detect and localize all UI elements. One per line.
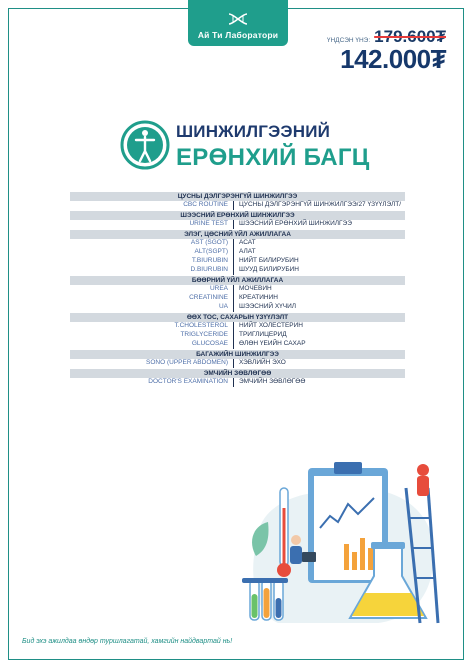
section-header: ЭЛЭГ, ЦӨСНИЙ ҮЙЛ АЖИЛЛАГАА [70, 230, 405, 239]
test-row [70, 239, 405, 248]
test-row [70, 340, 405, 349]
test-code: T.BIURUBIN [70, 257, 234, 266]
section-header: ӨӨХ ТОС, САХАРЫН ҮЗҮҮЛЭЛТ [70, 313, 405, 322]
test-row [70, 257, 405, 266]
test-code: T.CHOLESTEROL [70, 322, 234, 331]
test-name: НИЙТ БИЛИРУБИН [239, 257, 299, 265]
dna-helix-icon [228, 12, 248, 26]
test-code: AST (SGOT) [70, 239, 234, 248]
test-name: ЦУСНЫ ДЭЛГЭРЭНГҮЙ ШИНЖИЛГЭЭ/27 ҮЗҮҮЛЭЛТ/ [239, 201, 402, 209]
test-code: ALT(SGPT) [70, 248, 234, 257]
test-name: ШЭЭСНИЙ ЕРӨНХИЙ ШИНЖИЛГЭЭ [239, 220, 352, 228]
test-name: ЭМЧИЙН ЗӨВЛӨГӨӨ [239, 377, 306, 385]
brand-badge [188, 0, 288, 46]
test-row [70, 378, 405, 387]
test-row [70, 322, 405, 331]
test-name: МОЧЕВИН [239, 285, 272, 293]
test-code: GLUCOSAE [70, 340, 234, 349]
test-row [70, 285, 405, 294]
section-header: БӨӨРНИЙ ҮЙЛ АЖИЛЛАГАА [70, 276, 405, 285]
test-name: ӨЛӨН ҮЕИЙН САХАР [239, 339, 306, 347]
laboratory-illustration [238, 448, 443, 633]
title-line-2: ЕРӨНХИЙ БАГЦ [176, 144, 370, 171]
test-row [70, 266, 405, 275]
test-name: ТРИГЛИЦЕРИД [239, 330, 287, 338]
test-row [70, 201, 405, 210]
test-name: НИЙТ ХОЛЕСТЕРИН [239, 321, 304, 329]
footer-slogan: Бид эхэ ажилдаа өндөр туршлагатай, хамгийн найдвартай нь! [22, 638, 233, 645]
test-code: D.BIURUBIN [70, 266, 234, 275]
human-body-icon [120, 120, 170, 170]
old-price-label: ҮНДСЭН ҮНЭ: [326, 37, 371, 44]
test-code: UA [70, 303, 234, 312]
test-row [70, 359, 405, 368]
old-price: 179.600₮ [374, 27, 446, 46]
test-code: URINE TEST [70, 220, 234, 229]
price-block [327, 27, 446, 75]
new-price: 142.000₮ [340, 44, 446, 74]
section-header: БАГАЖИЙН ШИНЖИЛГЭЭ [70, 350, 405, 359]
test-row [70, 331, 405, 340]
test-name: ШУУД БИЛИРУБИН [239, 266, 299, 274]
test-name: АСАТ [239, 239, 256, 247]
test-code: TRIGLYCERIDE [70, 331, 234, 340]
test-row [70, 303, 405, 312]
section-header: ЭМЧИЙН ЗӨВЛӨГӨӨ [70, 369, 405, 378]
test-code: SONO (UPPER ABDOMEN) [70, 359, 234, 368]
test-name: ХЭВЛИЙН ЭХО [239, 358, 286, 366]
test-row [70, 294, 405, 303]
test-row [70, 220, 405, 229]
test-table [70, 191, 405, 387]
test-code: DOCTOR'S EXAMINATION [70, 378, 234, 387]
test-code: CBC ROUTINE [70, 201, 234, 210]
section-header: ШЭЭСНИЙ ЕРӨНХИЙ ШИНЖИЛГЭЭ [70, 211, 405, 220]
test-name: ШЭЭСНИЙ ХҮЧИЛ [239, 302, 297, 310]
brand-name: Ай Ти Лаборатори [197, 30, 279, 40]
section-header: ЦУСНЫ ДЭЛГЭРЭНГҮЙ ШИНЖИЛГЭЭ [70, 192, 405, 201]
test-name: АЛАТ [239, 248, 256, 256]
title-line-1: ШИНЖИЛГЭЭНИЙ [176, 122, 331, 141]
test-code: UREA [70, 285, 234, 294]
test-row [70, 248, 405, 257]
test-code: CREATININE [70, 294, 234, 303]
test-name: КРЕАТИНИН [239, 293, 278, 301]
